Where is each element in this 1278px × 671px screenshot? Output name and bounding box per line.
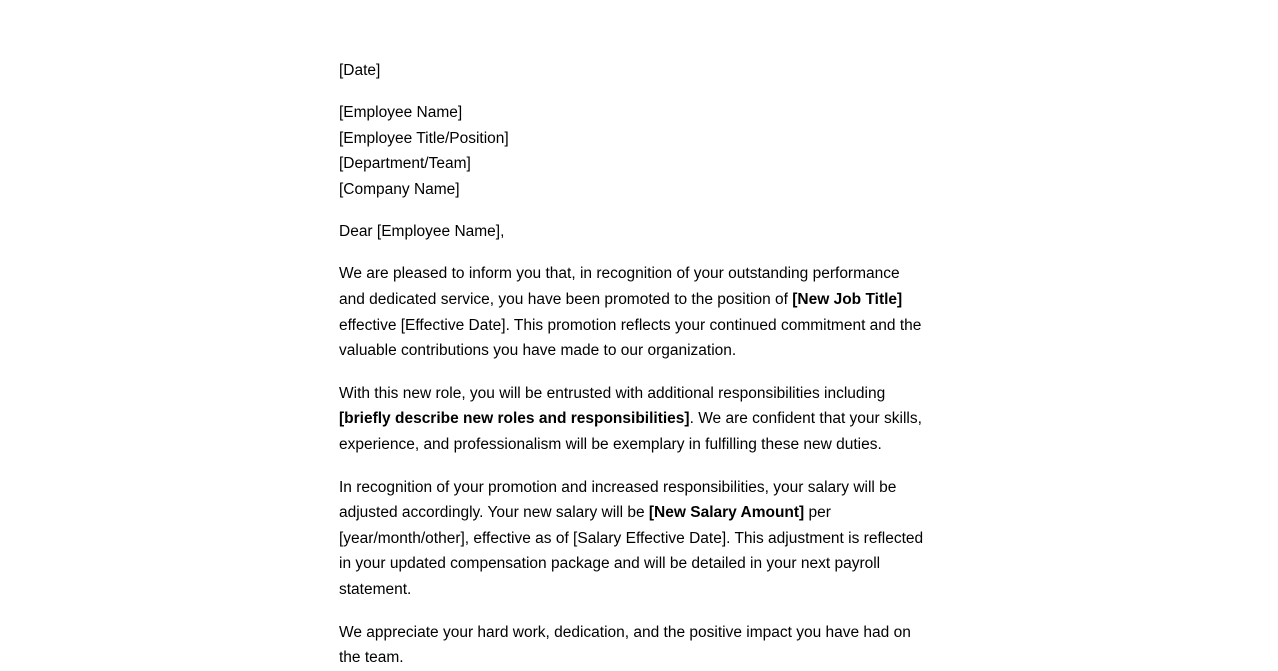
body-text: per [year/month/other], effective as of [Salary Effective Date]. This adjustment is reflected in your updated compensation package and will be detailed in your next payroll statement. [339,504,924,598]
recipient-block [339,100,929,202]
recipient-department: [Department/Team] [339,155,471,173]
date-line: [Date] [339,62,381,79]
body-text: We appreciate your hard work, dedication, and the positive impact you have had on the team. [339,623,911,667]
salutation: Dear [Employee Name], [339,223,505,241]
date-block [339,58,929,83]
recipient-company: [Company Name] [339,180,460,198]
recipient-title: [Employee Title/Position] [339,129,509,147]
salutation-block [339,219,929,244]
emphasis-text: [New Salary Amount] [648,504,805,522]
emphasis-text: [briefly describe new roles and responsibilities] [339,410,690,428]
letter-body [339,58,929,667]
body-text: In recognition of your promotion and increased responsibilities, your salary will be adjusted accordingly. Your new salary will be [339,478,897,522]
body-text: We are pleased to inform you that, in recognition of your outstanding performance and dedicated service, you have been promoted to the position of [339,265,900,309]
body-text: With this new role, you will be entrusted with additional responsibilities including [339,384,886,402]
paragraph-2 [339,381,929,458]
paragraph-4 [339,620,929,667]
paragraph-3 [339,475,929,603]
recipient-name: [Employee Name] [339,104,463,122]
emphasis-text: [New Job Title] [792,291,903,309]
body-text: effective [Effective Date]. This promotion reflects your continued commitment and the valuable contributions you have made to our organization. [339,316,922,360]
paragraph-1 [339,261,929,363]
body-text: . We are confident that your skills, experience, and professionalism will be exemplary in fulfilling these new duties. [339,410,922,453]
